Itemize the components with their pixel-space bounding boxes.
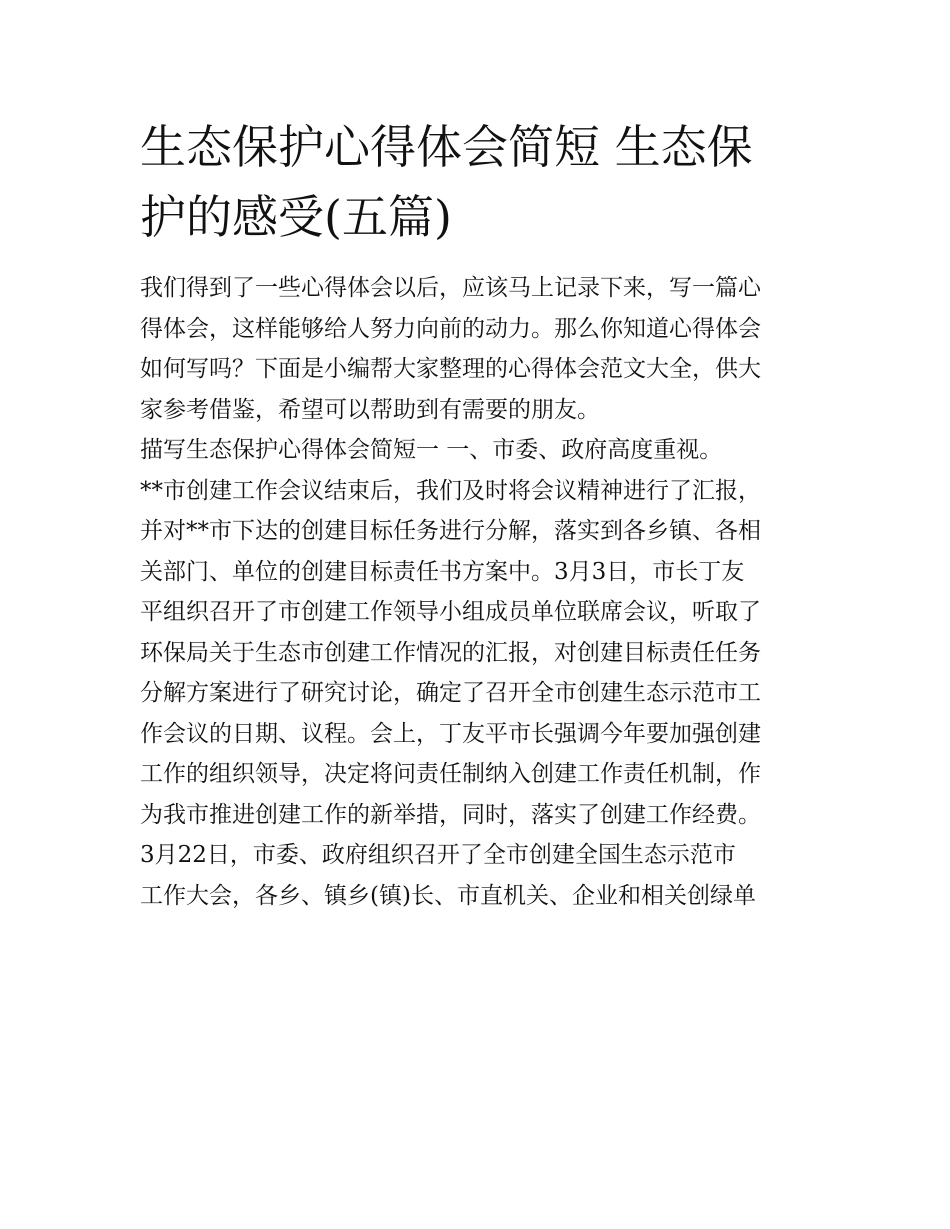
document-body (140, 268, 812, 916)
intro-line: 得体会，这样能够给人努力向前的动力。那么你知道心得体会 (140, 315, 761, 342)
title-line: 护的感受(五篇) (140, 190, 452, 244)
intro-line: 如何写吗？下面是小编帮大家整理的心得体会范文大全，供大 (140, 356, 761, 382)
body-line: **市创建工作会议结束后，我们及时将会议精神进行了汇报， (140, 477, 761, 504)
body-line: 工作的组织领导，决定将问责任制纳入创建工作责任机制，作 (140, 761, 761, 787)
body-line: 平组织召开了市创建工作领导小组成员单位联席会议，听取了 (140, 599, 761, 625)
body-line: 作会议的日期、议程。会上，丁友平市长强调今年要加强创建 (140, 720, 761, 747)
document-page (140, 112, 812, 916)
body-line: 环保局关于生态市创建工作情况的汇报，对创建目标责任任务 (140, 639, 761, 666)
body-line: 3月22日，市委、政府组织召开了全市创建全国生态示范市 (140, 842, 736, 868)
intro-paragraph (140, 268, 812, 430)
document-title (140, 112, 812, 252)
intro-line: 家参考借鉴，希望可以帮助到有需要的朋友。 (140, 396, 600, 423)
body-line: 分解方案进行了研究讨论，确定了召开全市创建生态示范市工 (140, 680, 761, 706)
body-line: 并对**市下达的创建目标任务进行分解，落实到各乡镇、各相 (140, 518, 761, 544)
body-line: 工作大会，各乡、镇乡(镇)长、市直机关、企业和相关创绿单 (140, 882, 756, 909)
intro-line: 我们得到了一些心得体会以后，应该马上记录下来，写一篇心 (140, 275, 761, 301)
body-line: 为我市推进创建工作的新举措，同时，落实了创建工作经费。 (140, 801, 761, 828)
section-heading: 描写生态保护心得体会简短一 一、市委、政府高度重视。 (140, 437, 723, 463)
title-line: 生态保护心得体会简短 生态保 (140, 120, 753, 174)
body-line: 关部门、单位的创建目标责任书方案中。3月3日，市长丁友 (140, 558, 745, 585)
section-paragraph (140, 471, 812, 917)
